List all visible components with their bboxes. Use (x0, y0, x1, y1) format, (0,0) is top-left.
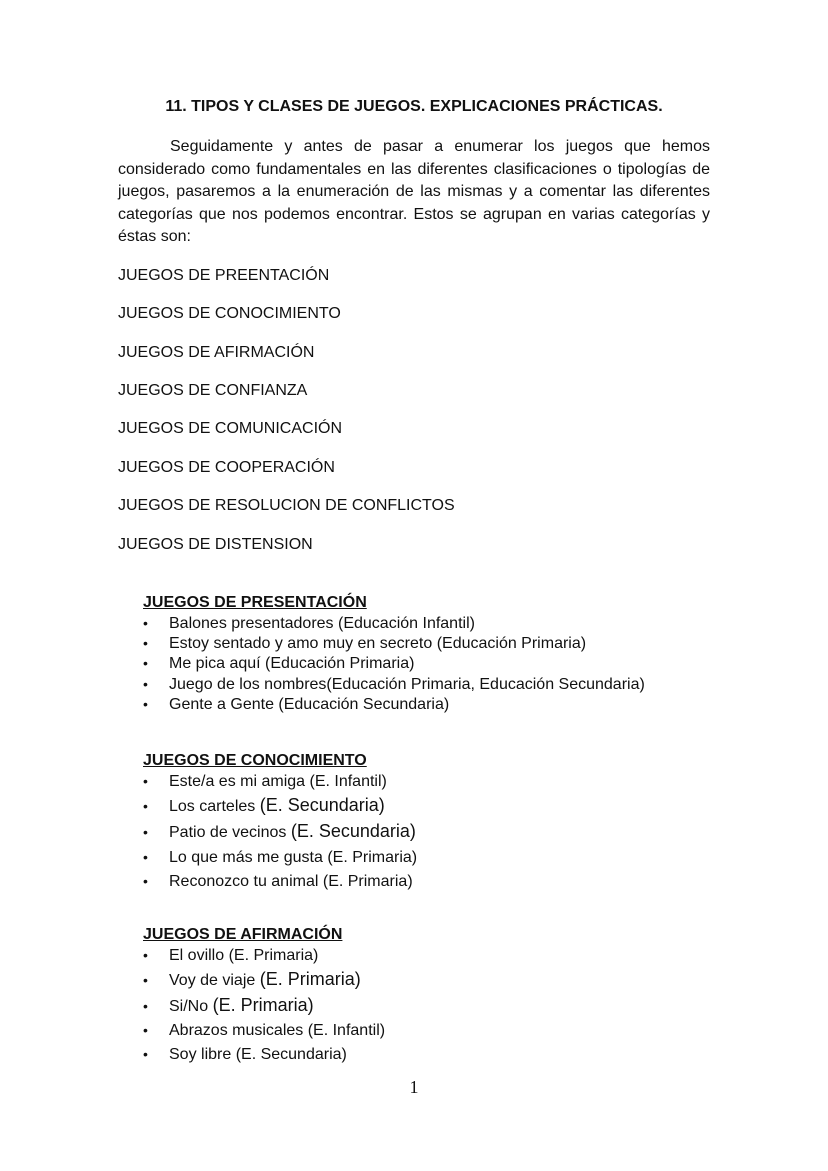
bullet-icon: • (143, 676, 148, 692)
bullet-icon: • (143, 824, 148, 840)
category-item: JUEGOS DE AFIRMACIÓN (118, 344, 315, 361)
page-title: 11. TIPOS Y CLASES DE JUEGOS. EXPLICACIONES PRÁCTICAS. (165, 98, 663, 115)
bullet-icon: • (143, 773, 148, 789)
list-item (143, 653, 414, 674)
intro-text: Seguidamente y antes de pasar a enumerar los juegos que hemos considerado como fundamentales en las diferentes clasificaciones o tipologías de juegos, pasaremos a la enumeración de las mismas y a comentar las diferentes categorías que nos podemos encontrar. Estos se agrupan en varias categorías y éstas son: (118, 138, 710, 245)
bullet-icon: • (143, 873, 148, 889)
list-item-level: (E. Secundaria) (290, 821, 416, 841)
list-item (143, 674, 645, 695)
list-item-text: Estoy sentado y amo muy en secreto (Educación Primaria) (169, 635, 587, 652)
list-item-text: Soy libre (E. Secundaria) (169, 1046, 347, 1063)
category-item: JUEGOS DE CONOCIMIENTO (118, 305, 341, 322)
list-item (143, 1020, 385, 1041)
section-heading-afirmacion: JUEGOS DE AFIRMACIÓN (143, 926, 343, 943)
list-item-text: Gente a Gente (Educación Secundaria) (169, 696, 450, 713)
list-item (143, 821, 416, 843)
category-item: JUEGOS DE CONFIANZA (118, 382, 308, 399)
category-item: JUEGOS DE PREENTACIÓN (118, 267, 330, 284)
intro-paragraph (118, 136, 710, 249)
list-item-text: Voy de viaje (169, 972, 260, 989)
bullet-icon: • (143, 798, 148, 814)
category-item: JUEGOS DE RESOLUCION DE CONFLICTOS (118, 497, 455, 514)
list-item (143, 995, 314, 1017)
list-item-text: Reconozco tu animal (E. Primaria) (169, 873, 413, 890)
category-item: JUEGOS DE COOPERACIÓN (118, 459, 335, 476)
list-item-text: Patio de vecinos (169, 824, 291, 841)
list-item-level: (E. Primaria) (212, 995, 314, 1015)
list-item (143, 795, 385, 817)
list-item-level: (E. Primaria) (259, 969, 361, 989)
bullet-icon: • (143, 615, 148, 631)
category-item: JUEGOS DE DISTENSION (118, 536, 313, 553)
bullet-icon: • (143, 1022, 148, 1038)
list-item (143, 633, 586, 654)
section-heading-conocimiento: JUEGOS DE CONOCIMIENTO (143, 752, 367, 769)
list-item (143, 969, 361, 991)
bullet-icon: • (143, 947, 148, 963)
list-item (143, 613, 475, 634)
bullet-icon: • (143, 998, 148, 1014)
list-item (143, 1044, 347, 1065)
bullet-icon: • (143, 849, 148, 865)
bullet-icon: • (143, 696, 148, 712)
list-item-level: (E. Secundaria) (259, 795, 385, 815)
list-item-text: Me pica aquí (Educación Primaria) (169, 655, 415, 672)
list-item-text: El ovillo (E. Primaria) (169, 947, 319, 964)
list-item (143, 871, 413, 892)
list-item (143, 847, 417, 868)
category-item: JUEGOS DE COMUNICACIÓN (118, 420, 343, 437)
bullet-icon: • (143, 1046, 148, 1062)
list-item-text: Juego de los nombres(Educación Primaria, Educación Secundaria) (169, 676, 645, 693)
list-item-text: Este/a es mi amiga (E. Infantil) (169, 773, 387, 790)
bullet-icon: • (143, 972, 148, 988)
list-item (143, 945, 318, 966)
page-number: 1 (409, 1077, 419, 1097)
bullet-icon: • (143, 635, 148, 651)
bullet-icon: • (143, 655, 148, 671)
list-item-text: Los carteles (169, 798, 260, 815)
list-item-text: Si/No (169, 998, 213, 1015)
list-item (143, 771, 387, 792)
list-item-text: Balones presentadores (Educación Infantil) (169, 615, 475, 632)
section-heading-presentacion: JUEGOS DE PRESENTACIÓN (143, 594, 367, 611)
list-item-text: Abrazos musicales (E. Infantil) (169, 1022, 386, 1039)
list-item-text: Lo que más me gusta (E. Primaria) (169, 849, 418, 866)
list-item (143, 694, 449, 715)
